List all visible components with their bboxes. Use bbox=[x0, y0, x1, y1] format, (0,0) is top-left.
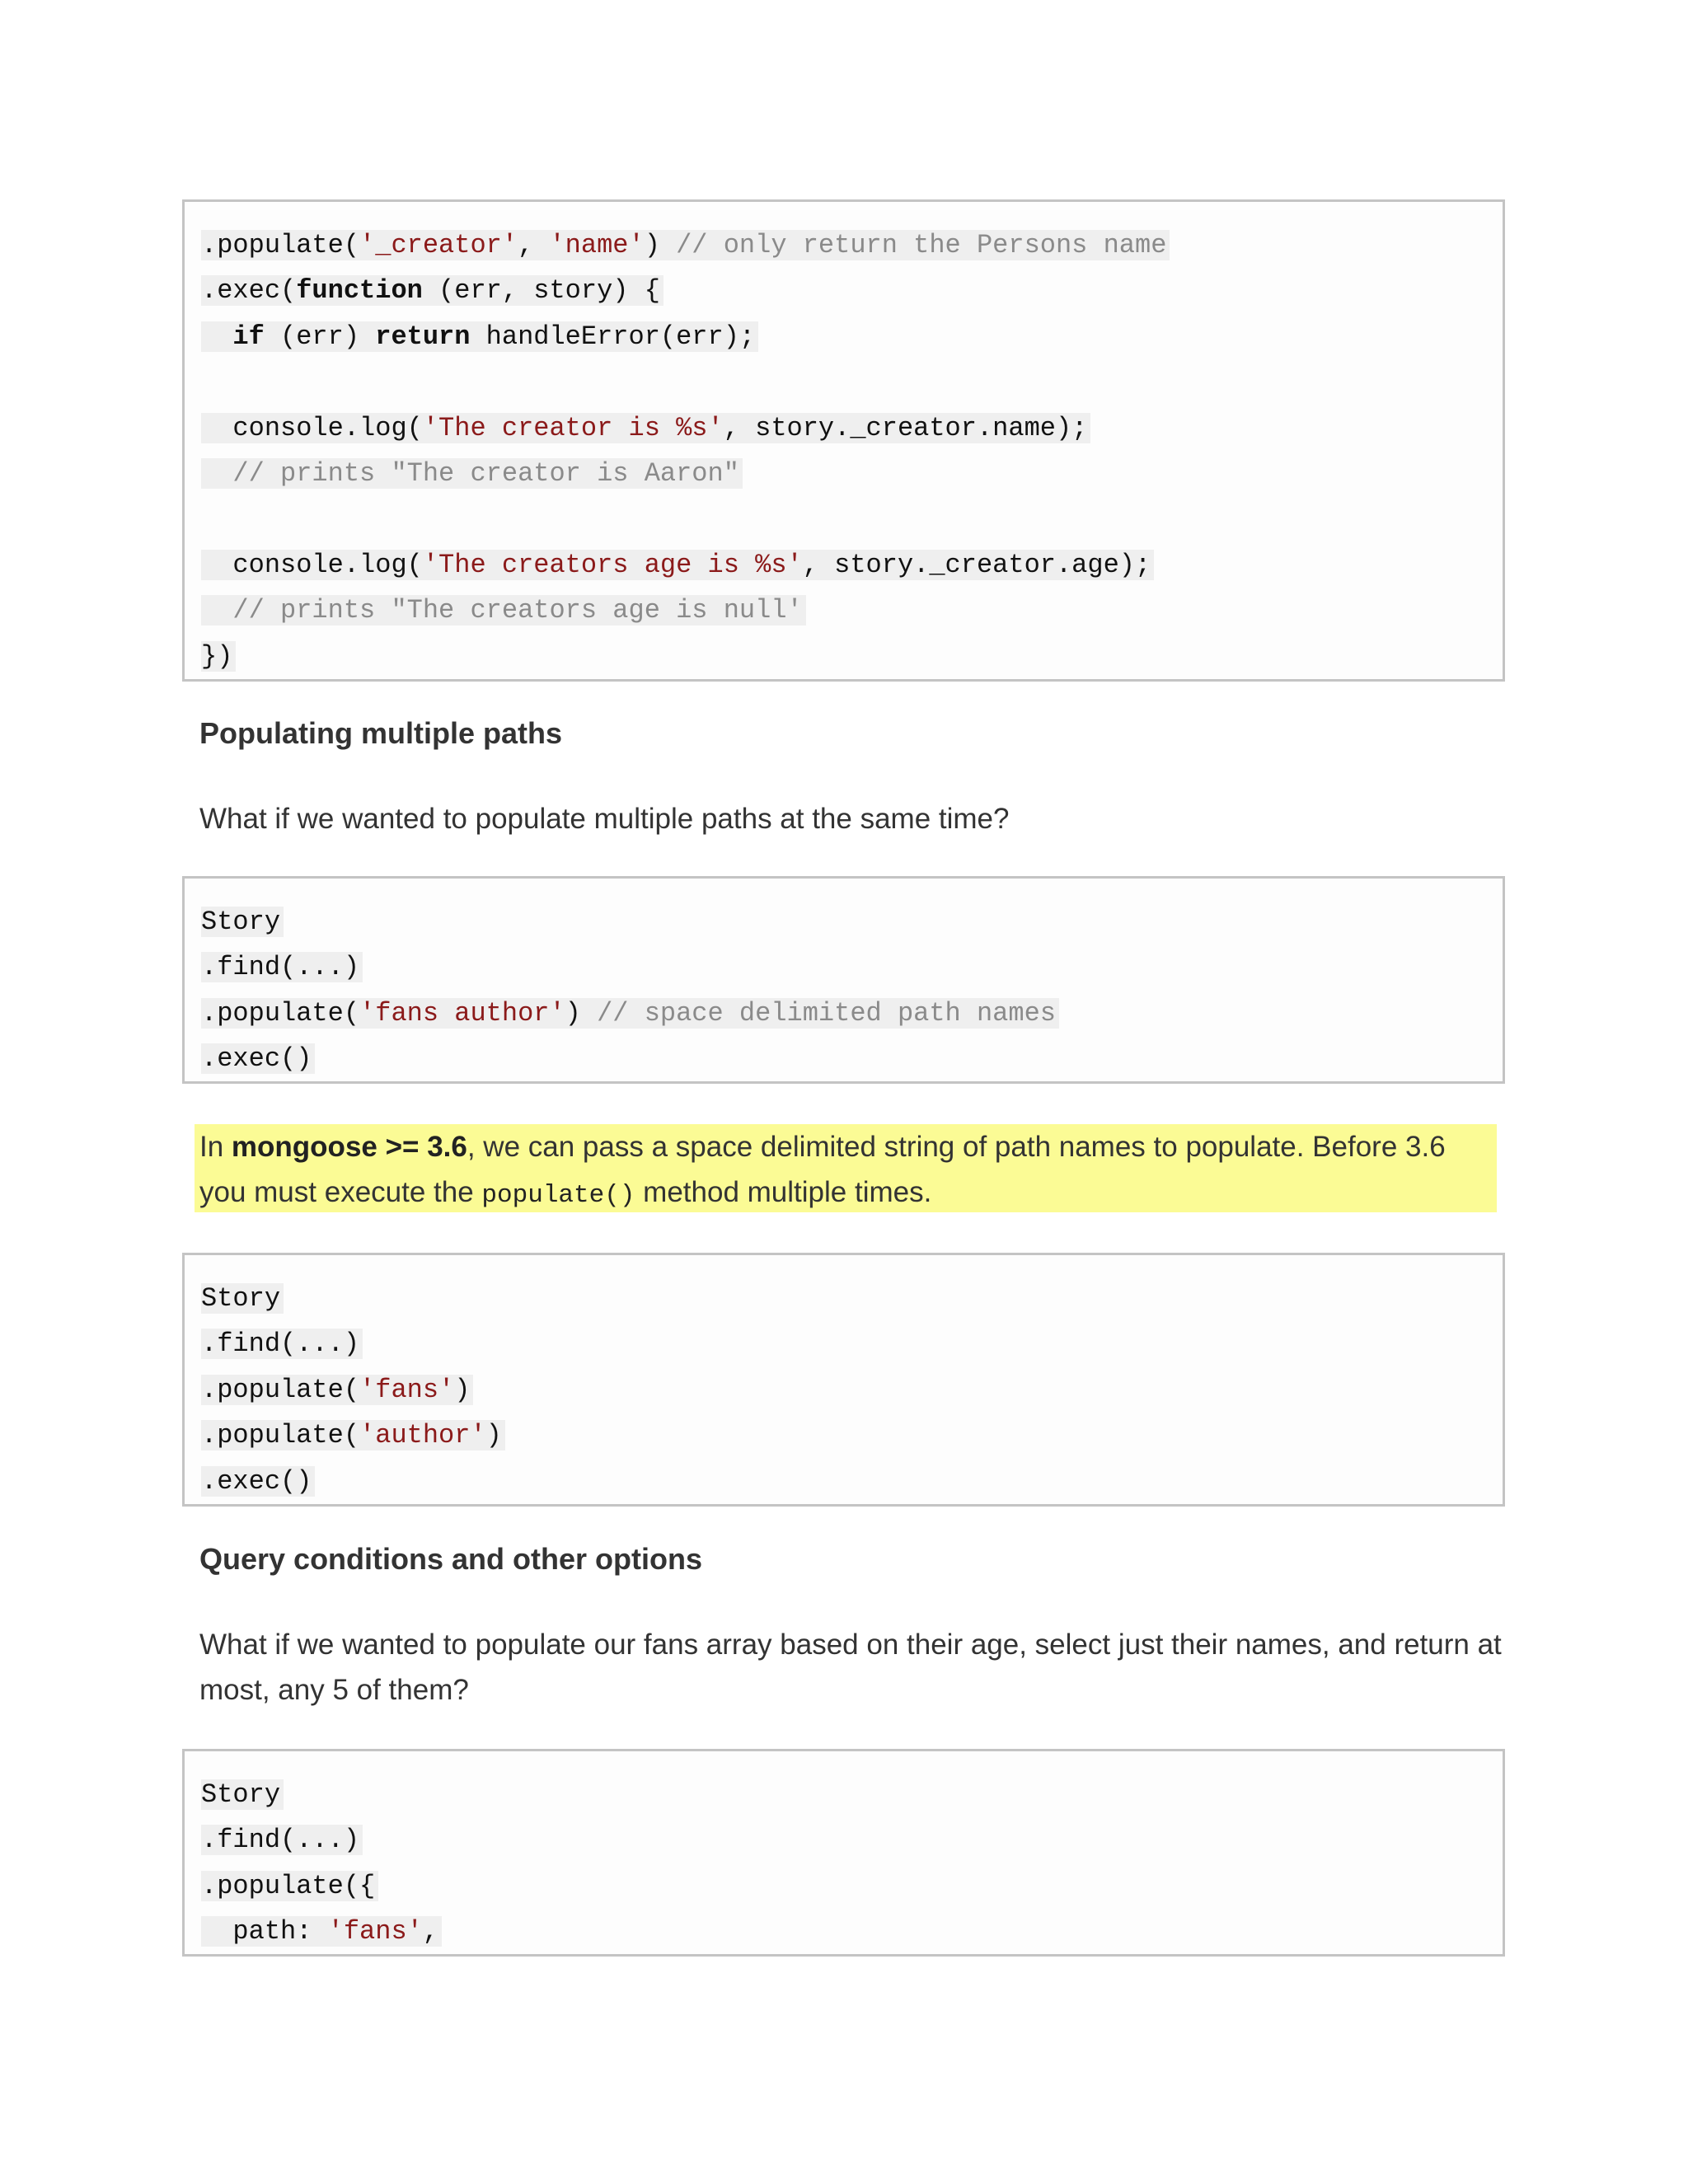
heading-query-conditions: Query conditions and other options bbox=[199, 1542, 703, 1576]
code-line bbox=[201, 899, 1503, 944]
code-token: 'fans' bbox=[327, 1916, 423, 1947]
code-line bbox=[201, 588, 1503, 633]
version-note-highlight bbox=[195, 1124, 1497, 1212]
code-token: .exec() bbox=[201, 1043, 312, 1075]
code-block-populate-options bbox=[182, 1749, 1505, 1957]
code-line bbox=[201, 1772, 1503, 1817]
code-line-content bbox=[201, 230, 1170, 260]
code-token: .populate( bbox=[201, 1374, 360, 1405]
code-line-content bbox=[201, 1779, 284, 1810]
code-token: handleError(err); bbox=[470, 321, 756, 352]
code-block-populate-space-delimited bbox=[182, 876, 1505, 1084]
code-token: return bbox=[375, 321, 471, 352]
code-block-populate-creator bbox=[182, 199, 1505, 682]
code-token: '_creator' bbox=[359, 230, 518, 260]
paragraph-query-conditions-intro: What if we wanted to populate our fans array based on their age, select just their names, and return at most, any 5 of them? bbox=[199, 1629, 1502, 1706]
code-token: 'The creator is %s' bbox=[422, 412, 724, 443]
code-token: Story bbox=[201, 907, 281, 937]
code-line bbox=[201, 268, 1503, 313]
code-token: .find(...) bbox=[201, 1825, 360, 1856]
code-line bbox=[201, 1863, 1503, 1909]
code-token: ) bbox=[454, 1374, 471, 1405]
note-suffix: method multiple times. bbox=[635, 1176, 932, 1208]
code-token: 'name' bbox=[549, 230, 645, 260]
code-line bbox=[201, 223, 1503, 268]
code-block-populate-chained bbox=[182, 1253, 1505, 1507]
code-line-content bbox=[201, 1420, 505, 1451]
code-line bbox=[201, 1817, 1503, 1863]
code-line bbox=[201, 634, 1503, 679]
code-line bbox=[201, 1413, 1503, 1458]
code-token: console.log( bbox=[201, 549, 423, 580]
code-token: // prints "The creators age is null' bbox=[232, 595, 803, 626]
code-line bbox=[201, 1909, 1503, 1954]
code-token: path: bbox=[201, 1916, 328, 1947]
code-token: 'The creators age is %s' bbox=[422, 549, 803, 580]
code-line-content bbox=[201, 1466, 315, 1497]
code-token: .populate( bbox=[201, 997, 360, 1029]
code-token: function bbox=[296, 275, 423, 307]
code-token: .populate({ bbox=[201, 1870, 376, 1901]
code-line-content bbox=[201, 275, 663, 306]
code-token: .populate( bbox=[201, 1420, 360, 1451]
code-line bbox=[201, 1321, 1503, 1366]
code-token: 'author' bbox=[359, 1420, 486, 1451]
code-line-content bbox=[201, 1375, 473, 1405]
code-line-content bbox=[201, 595, 806, 626]
code-line-content bbox=[201, 641, 236, 672]
code-line-content bbox=[201, 550, 1154, 580]
code-token: .find(...) bbox=[201, 1329, 360, 1360]
code-line-content bbox=[201, 952, 363, 982]
code-line-content bbox=[201, 1825, 363, 1855]
note-version-bold: mongoose >= 3.6 bbox=[231, 1131, 467, 1163]
code-token: }) bbox=[201, 640, 233, 672]
code-line-content bbox=[201, 1283, 284, 1314]
code-token bbox=[201, 321, 232, 352]
code-line bbox=[201, 314, 1503, 359]
code-token bbox=[201, 595, 232, 626]
code-line-content bbox=[201, 413, 1090, 443]
code-token: , bbox=[422, 1916, 439, 1947]
code-line-content bbox=[201, 1871, 378, 1901]
code-token: 'fans author' bbox=[359, 997, 565, 1029]
code-line-content bbox=[201, 907, 284, 937]
code-token: .exec() bbox=[201, 1465, 312, 1497]
code-line-content bbox=[201, 1329, 363, 1359]
code-line bbox=[201, 1276, 1503, 1321]
code-token: .find(...) bbox=[201, 952, 360, 983]
code-token: if bbox=[232, 321, 265, 352]
code-token: .exec( bbox=[201, 275, 297, 307]
code-token: (err, story) { bbox=[422, 275, 660, 307]
code-line-content bbox=[201, 998, 1059, 1029]
paragraph-multiple-paths-intro: What if we wanted to populate multiple paths at the same time? bbox=[199, 803, 1010, 835]
code-token: , story._creator.age); bbox=[802, 549, 1151, 580]
note-inline-code: populate() bbox=[481, 1181, 635, 1210]
code-line-content bbox=[201, 321, 758, 352]
code-token: // prints "The creator is Aaron" bbox=[232, 457, 739, 489]
code-line bbox=[201, 1036, 1503, 1081]
code-line bbox=[201, 991, 1503, 1036]
code-token: ) bbox=[644, 230, 677, 260]
code-line bbox=[201, 405, 1503, 451]
code-token: ) bbox=[565, 997, 598, 1029]
code-token bbox=[201, 458, 232, 489]
note-prefix: In bbox=[199, 1131, 232, 1163]
note-middle: , we can pass a space delimited string of path names to populate. Before 3.6 you must execute the bbox=[199, 1131, 1446, 1208]
code-token: 'fans' bbox=[359, 1374, 455, 1405]
code-token: console.log( bbox=[201, 412, 423, 443]
code-line bbox=[201, 451, 1503, 496]
code-line bbox=[201, 1459, 1503, 1504]
heading-populating-multiple-paths: Populating multiple paths bbox=[199, 716, 562, 750]
code-token: // only return the Persons name bbox=[676, 230, 1167, 260]
code-line-content bbox=[201, 367, 220, 397]
code-line bbox=[201, 1367, 1503, 1413]
code-line bbox=[201, 542, 1503, 588]
code-token: (err) bbox=[264, 321, 376, 352]
code-line-content bbox=[201, 458, 743, 489]
code-token: , bbox=[518, 230, 550, 260]
code-token: Story bbox=[201, 1283, 281, 1314]
code-line-content bbox=[201, 1043, 315, 1074]
code-token: , story._creator.name); bbox=[723, 412, 1088, 443]
code-line bbox=[201, 496, 1503, 541]
code-line-content bbox=[201, 504, 220, 534]
code-token: Story bbox=[201, 1779, 281, 1810]
code-line bbox=[201, 359, 1503, 405]
code-line bbox=[201, 944, 1503, 990]
code-token: // space delimited path names bbox=[597, 997, 1056, 1029]
code-token: .populate( bbox=[201, 230, 360, 260]
code-token: ) bbox=[485, 1420, 502, 1451]
code-line-content bbox=[201, 1916, 442, 1947]
